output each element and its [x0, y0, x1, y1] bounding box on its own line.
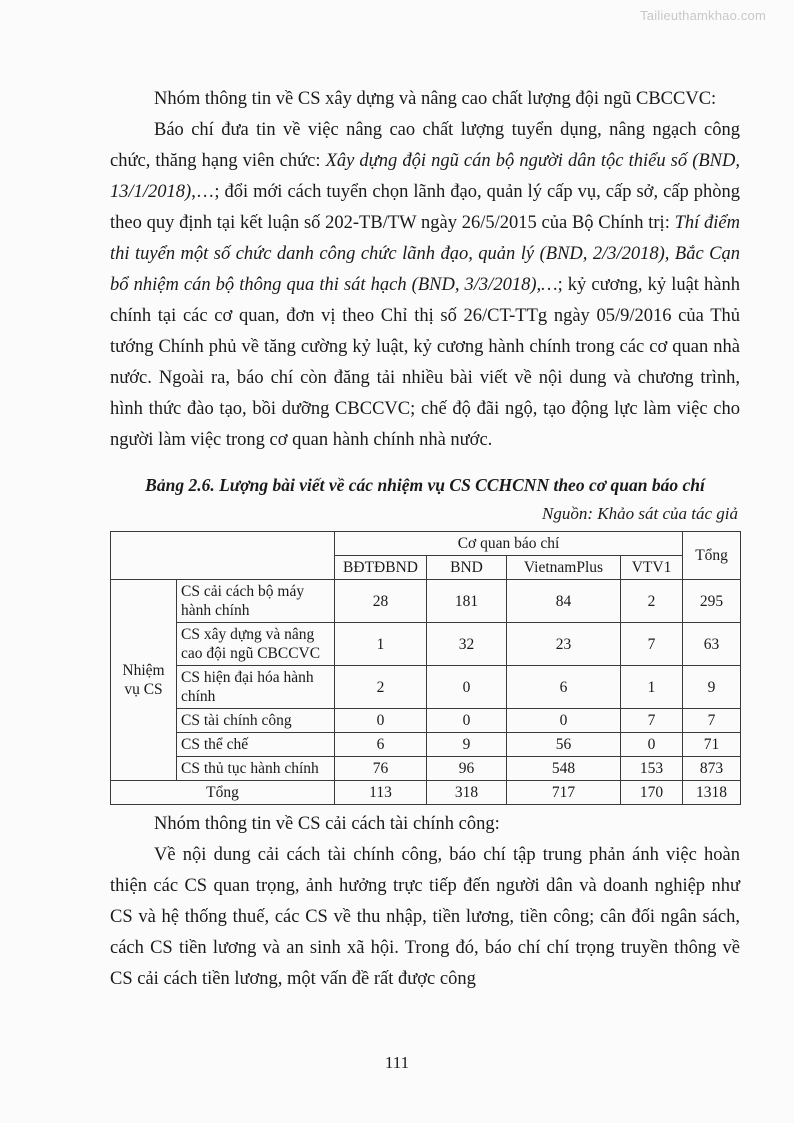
table-cell-value: 1	[621, 666, 683, 709]
para-3	[110, 809, 740, 840]
table-column-header-bdtdbnd: BĐTĐBND	[335, 556, 427, 580]
table-cell-value: 153	[621, 757, 683, 781]
table-header-total: Tổng	[683, 532, 741, 580]
table-cell-value: 2	[335, 666, 427, 709]
table-cell-value: 548	[507, 757, 621, 781]
table-cell-value: 0	[507, 709, 621, 733]
table-cell-value: 7	[621, 709, 683, 733]
table-cell-task-name: CS thủ tục hành chính	[177, 757, 335, 781]
text-run: Nhóm thông tin về CS cải cách tài chính công:	[154, 814, 500, 834]
table-cell-row-total: 873	[683, 757, 741, 781]
table-cell-value: 84	[507, 580, 621, 623]
watermark-text: Tailieuthamkhao.com	[640, 8, 766, 23]
table-cell-task-name: CS thể chế	[177, 733, 335, 757]
table-row-group-label: Nhiệm vụ CS	[111, 580, 177, 781]
table-cell-task-name: CS xây dựng và nâng cao đội ngũ CBCCVC	[177, 623, 335, 666]
table-footer-label: Tổng	[111, 781, 335, 805]
table-footer-row	[111, 781, 741, 805]
table-cell-value: 181	[427, 580, 507, 623]
table-cell-row-total: 63	[683, 623, 741, 666]
table-caption: Bảng 2.6. Lượng bài viết về các nhiệm vụ CS CCHCNN theo cơ quan báo chí	[145, 475, 705, 495]
table-row	[111, 623, 741, 666]
table-cell-value: 6	[507, 666, 621, 709]
table-source-note: Nguồn: Khảo sát của tác giả	[542, 504, 738, 523]
table-footer-value: 113	[335, 781, 427, 805]
table-row	[111, 580, 741, 623]
text-run: Nhóm thông tin về CS xây dựng và nâng cao chất lượng đội ngũ CBCCVC:	[154, 89, 717, 109]
table-footer-grand-total: 1318	[683, 781, 741, 805]
table-cell-value: 32	[427, 623, 507, 666]
paragraphs-after-table	[110, 809, 740, 995]
table-cell-value: 56	[507, 733, 621, 757]
table-footer-value: 717	[507, 781, 621, 805]
paragraphs-before-table	[110, 84, 740, 456]
table-column-header-bnd: BND	[427, 556, 507, 580]
table-footer-value: 170	[621, 781, 683, 805]
text-run: Về nội dung cải cách tài chính công, báo chí tập trung phản ánh việc hoàn thiện các CS quan trọng, ảnh hưởng trực tiếp đến người dân và doanh nghiệp như CS và hệ thống thuế, các CS về thu nhập, tiền lương, tiền công; cân đối ngân sách, cách CS tiền lương và an sinh xã hội. Trong đó, báo chí chí trọng truyền thông về CS cải cách tiền lương, một vấn đề rất được công	[110, 845, 740, 989]
text-run: Báo chí đưa tin về việc nâng cao chất lượng tuyển dụng, nâng ngạch công chức, thăng hạng viên chức:	[110, 120, 740, 171]
table-row	[111, 709, 741, 733]
table-cell-task-name: CS hiện đại hóa hành chính	[177, 666, 335, 709]
italic-text-run: Thí điểm thi tuyển một số chức danh công chức lãnh đạo, quản lý (BND, 2/3/2018), Bắc Cạn bổ nhiệm cán bộ thông qua thi sát hạch (BND, 3/3/2018),…	[110, 213, 740, 295]
para-2	[110, 115, 740, 456]
para-4	[110, 840, 740, 995]
table-cell-value: 1	[335, 623, 427, 666]
table-cell-value: 0	[621, 733, 683, 757]
table-cell-row-total: 7	[683, 709, 741, 733]
table-row	[111, 757, 741, 781]
table-corner-blank-cell	[111, 532, 335, 580]
table-header	[111, 532, 741, 580]
page-number: 111	[384, 1053, 410, 1072]
text-run: ; kỷ cương, kỷ luật hành chính tại các cơ quan, đơn vị theo Chỉ thị số 26/CT-TTg ngày 05/9/2016 của Thủ tướng Chính phủ về tăng cường kỷ luật, kỷ cương hành chính trong các cơ quan nhà nước. Ngoài ra, báo chí còn đăng tải nhiều bài viết về nội dung và chương trình, hình thức đào tạo, bồi dưỡng CBCCVC; chế độ đãi ngộ, tạo động lực làm việc cho người làm việc trong cơ quan hành chính nhà nước.	[110, 275, 740, 450]
table-column-header-vietnamplus: VietnamPlus	[507, 556, 621, 580]
table-cell-row-total: 295	[683, 580, 741, 623]
table-cell-row-total: 71	[683, 733, 741, 757]
table-cell-value: 96	[427, 757, 507, 781]
table-footer	[111, 781, 741, 805]
table-cell-value: 23	[507, 623, 621, 666]
text-run: ,…; đổi mới cách tuyển chọn lãnh đạo, quản lý cấp vụ, cấp sở, cấp phòng theo quy định tại kết luận số 202-TB/TW ngày 26/5/2015 của Bộ Chính trị:	[110, 182, 740, 233]
table-cell-value: 6	[335, 733, 427, 757]
statistics-table	[110, 531, 741, 805]
table-cell-value: 76	[335, 757, 427, 781]
table-cell-value: 7	[621, 623, 683, 666]
table-cell-value: 0	[427, 666, 507, 709]
table-cell-row-total: 9	[683, 666, 741, 709]
table-cell-task-name: CS cải cách bộ máy hành chính	[177, 580, 335, 623]
table-cell-value: 0	[427, 709, 507, 733]
table-cell-value: 2	[621, 580, 683, 623]
table-cell-task-name: CS tài chính công	[177, 709, 335, 733]
table-row	[111, 733, 741, 757]
table-cell-value: 9	[427, 733, 507, 757]
table-group-header-press-agency: Cơ quan báo chí	[335, 532, 683, 556]
table-header-row-1	[111, 532, 741, 556]
italic-text-run: Xây dựng đội ngũ cán bộ người dân tộc thiểu số (BND, 13/1/2018)	[110, 151, 740, 202]
table-footer-value: 318	[427, 781, 507, 805]
table-body	[111, 580, 741, 781]
para-1	[110, 84, 740, 115]
table-row	[111, 666, 741, 709]
table-cell-value: 28	[335, 580, 427, 623]
table-column-header-vtv1: VTV1	[621, 556, 683, 580]
page-content	[110, 84, 740, 995]
table-cell-value: 0	[335, 709, 427, 733]
